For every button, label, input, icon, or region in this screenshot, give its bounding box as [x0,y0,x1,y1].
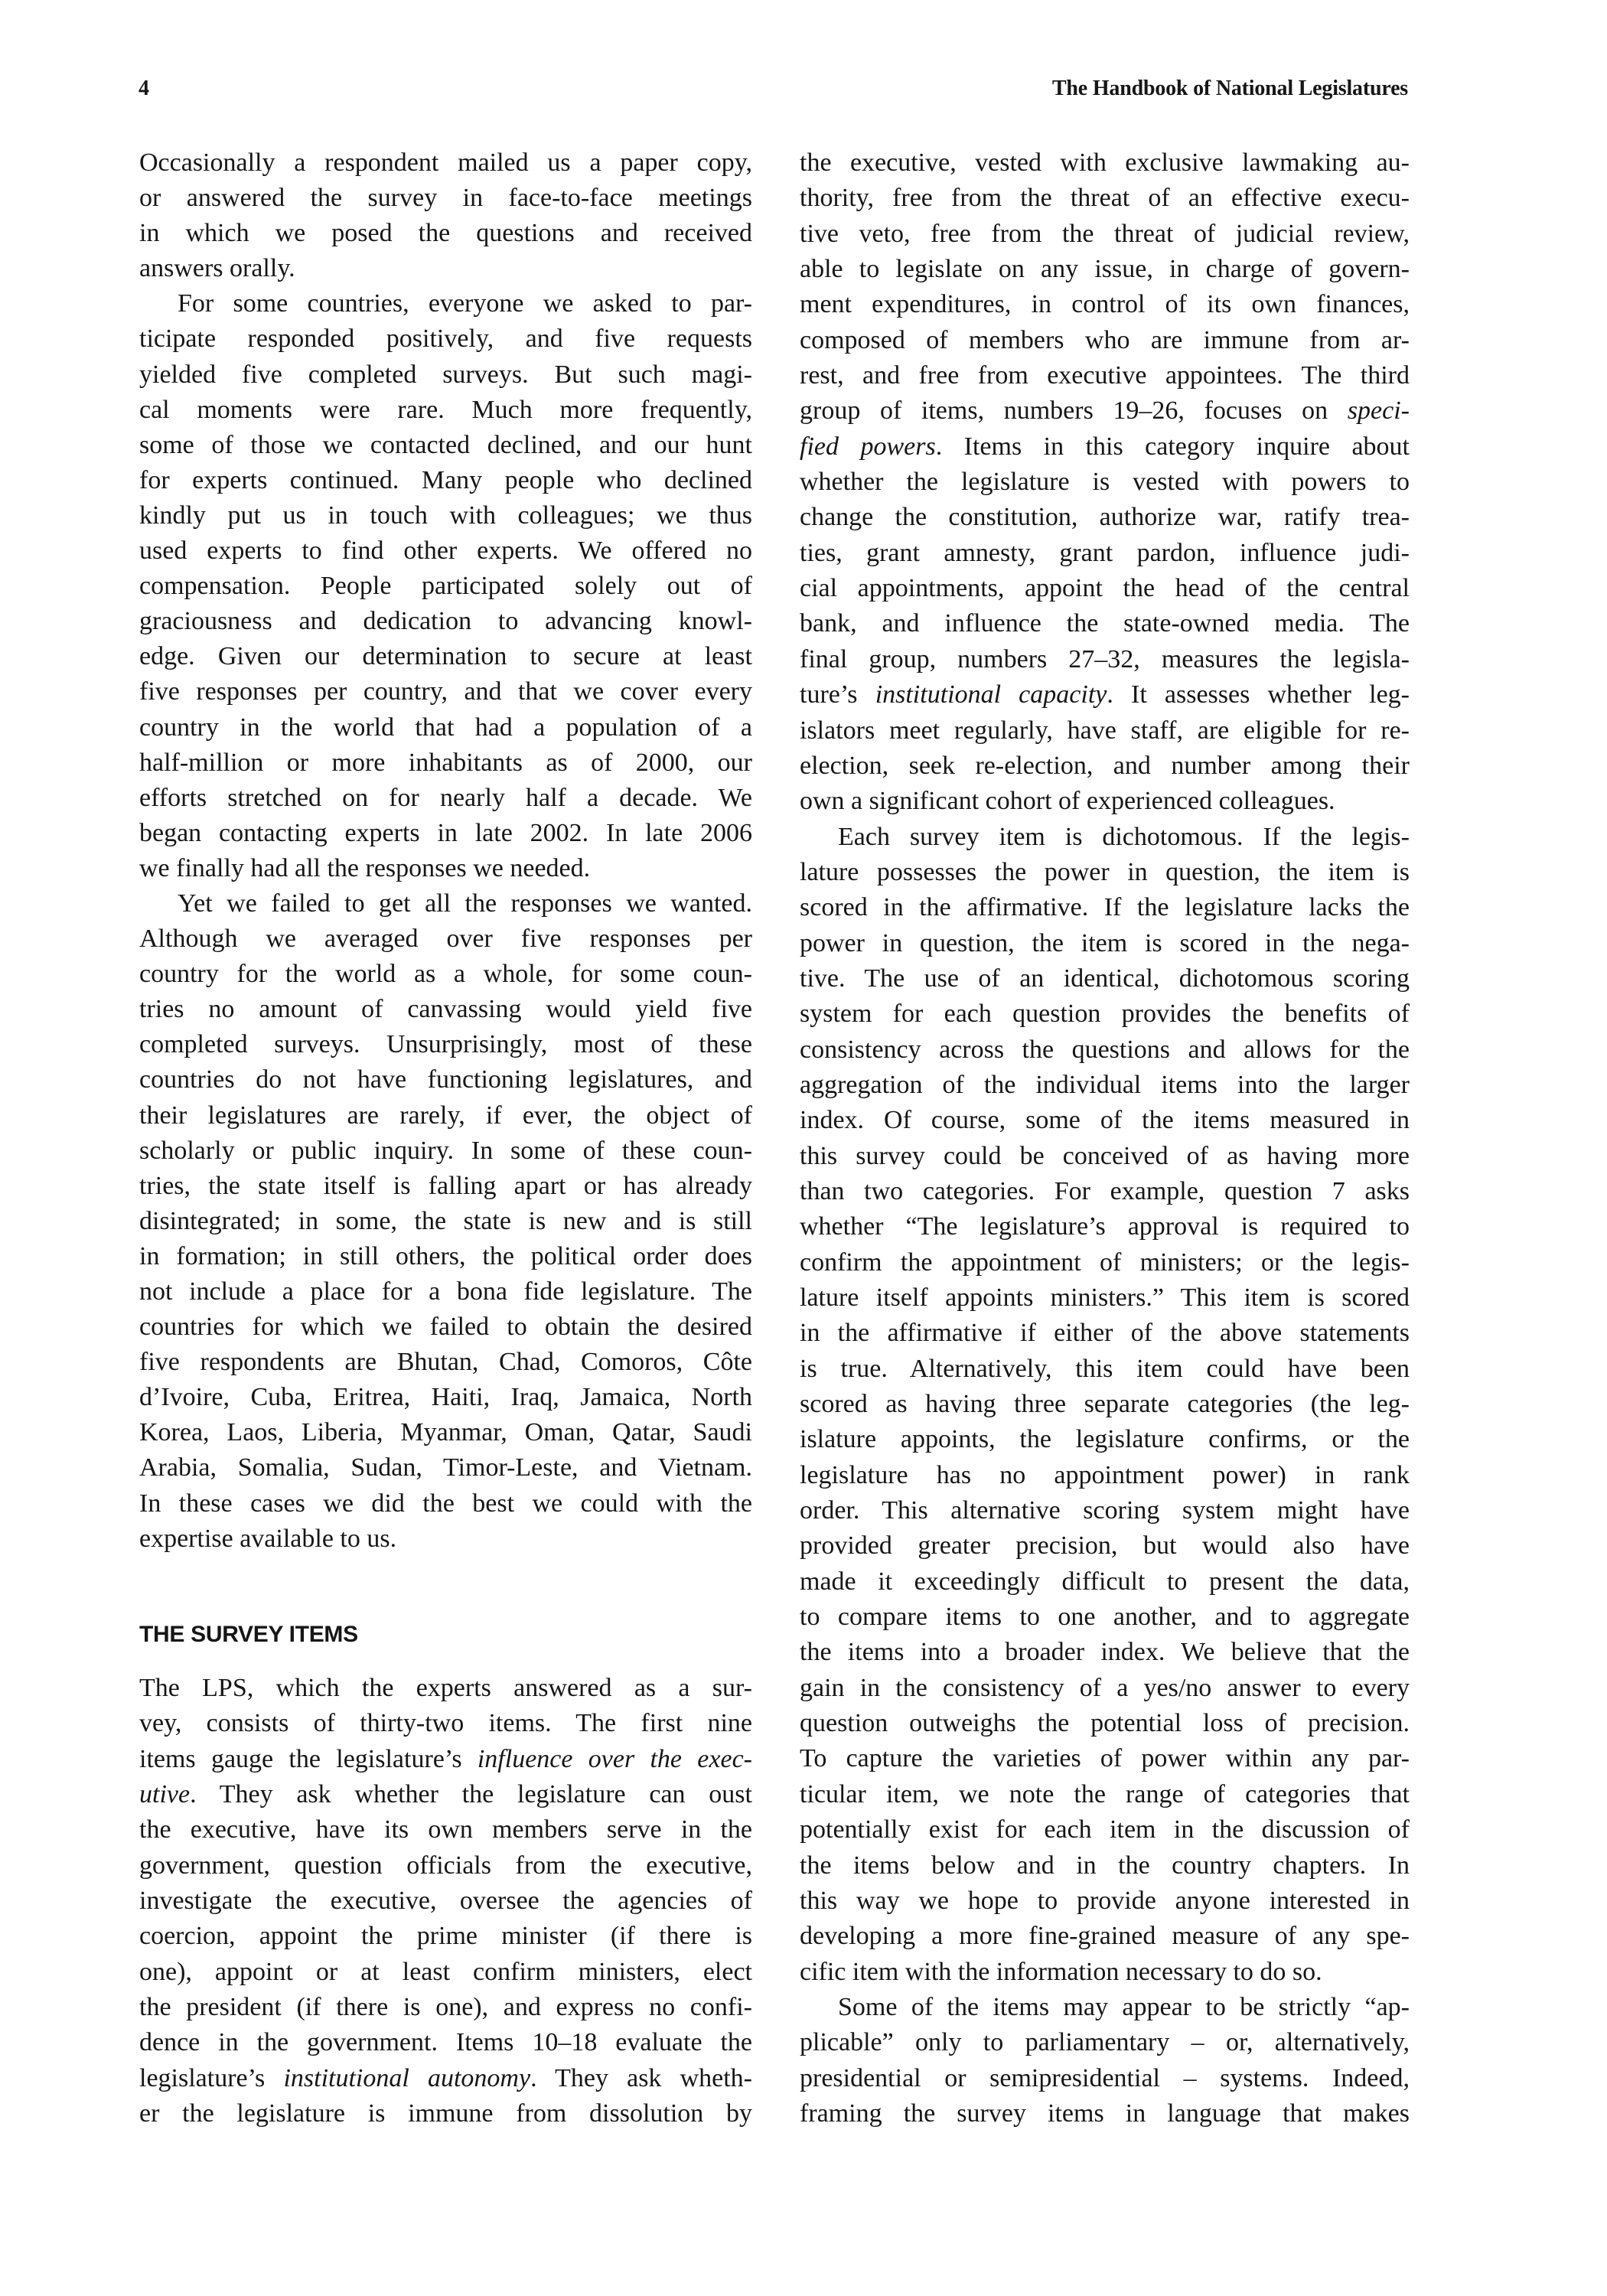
text-line: whether “The legislature’s approval is required to [800,1212,1410,1241]
text-line: lature possesses the power in question, the item is [800,857,1410,886]
text-line: election, seek re-election, and number among their [800,751,1410,780]
text-line: half-million or more inhabitants as of 2000, our [139,748,752,777]
text-line: ment expenditures, in control of its own finances, [800,290,1410,319]
text-line: cal moments were rare. Much more frequently, [139,395,752,424]
text-line: consistency across the questions and allows for the [800,1035,1410,1064]
italic-term: institutional capacity [875,680,1107,709]
text-line: Each survey item is dichotomous. If the legis- [838,822,1410,851]
text-line: scored as having three separate categories (the leg- [800,1390,1410,1419]
text-line: lature itself appoints ministers.” This item is scored [800,1283,1410,1312]
text-line: country for the world as a whole, for some coun- [139,960,752,989]
text-line: legislature has no appointment power) in rank [800,1460,1410,1489]
text-line: or answered the survey in face-to-face meetings [139,184,752,213]
text-line: in formation; in still others, the political order does [139,1241,752,1270]
text-line: confirm the appointment of ministers; or the legis- [800,1247,1410,1277]
text-line: bank, and influence the state-owned media. The [800,609,1410,638]
text-segment: legislature’s [139,2063,284,2092]
text-line: change the constitution, authorize war, ratify trea- [800,503,1410,532]
italic-term: fied powers [800,432,936,461]
text-line: the executive, vested with exclusive lawmaking au- [800,148,1410,177]
text-line: developing a more fine-grained measure of any spe- [800,1922,1410,1951]
text-line: kindly put us in touch with colleagues; we thus [139,501,752,530]
text-line: system for each question provides the benefits of [800,1000,1410,1029]
text-segment: ture’s [800,680,875,709]
text-segment: . They ask wheth- [530,2063,753,2092]
text-line: order. This alternative scoring system might have [800,1496,1410,1525]
text-line: whether the legislature is vested with powers to [800,468,1410,497]
text-line: countries for which we failed to obtain the desired [139,1313,752,1342]
text-line: thority, free from the threat of an effective execu- [800,184,1410,213]
text-line: provided greater precision, but would also have [800,1531,1410,1561]
left-column-text [139,145,752,1557]
text-line: some of those we contacted declined, and our hunt [139,430,752,459]
text-line: made it exceedingly difficult to present the data, [800,1567,1410,1596]
text-line: for experts continued. Many people who declined [139,465,752,494]
text-line: five responses per country, and that we cover every [139,677,752,706]
text-line: aggregation of the individual items into the larger [800,1070,1410,1099]
text-line: the executive, have its own members serve in the [139,1815,752,1844]
text-line: efforts stretched on for nearly half a decade. We [139,783,752,812]
text-line: scored in the affirmative. If the legislature lacks the [800,893,1410,922]
text-line: final group, numbers 27–32, measures the legisla- [800,644,1410,673]
text-line: gain in the consistency of a yes/no answer to every [800,1673,1410,1702]
text-line: er the legislature is immune from dissolution by [139,2099,752,2128]
text-line: scholarly or public inquiry. In some of these coun- [139,1136,752,1165]
text-line: vey, consists of thirty-two items. The first nine [139,1709,752,1738]
text-line: index. Of course, some of the items measured in [800,1106,1410,1135]
text-line: tries, the state itself is falling apart or has already [139,1171,752,1200]
italic-term: influence over the exec- [477,1744,752,1773]
text-line: in the affirmative if either of the above statements [800,1319,1410,1348]
text-line: To capture the varieties of power within any par- [800,1744,1410,1773]
text-line: the president (if there is one), and express no confi- [139,1993,752,2022]
text-line: For some countries, everyone we asked to par- [178,289,752,318]
text-line: The LPS, which the experts answered as a sur- [139,1674,752,1702]
text-line: potentially exist for each item in the discussion of [800,1815,1410,1844]
text-segment: . Items in this category inquire about [935,432,1410,461]
italic-term: institutional autonomy [283,2063,531,2092]
text-line: countries do not have functioning legislatures, and [139,1065,752,1094]
text-line: their legislatures are rarely, if ever, the object of [139,1101,752,1130]
left-column-section-text [139,1671,752,2131]
text-line: disintegrated; in some, the state is new and is still [139,1206,752,1235]
text-line: cific item with the information necessary to do so. [800,1957,1322,1986]
text-line: than two categories. For example, question 7 asks [800,1176,1410,1205]
text-line [800,429,1410,465]
text-line: Although we averaged over five responses per [139,925,752,954]
text-line: composed of members who are immune from ar- [800,325,1410,354]
text-line: tive veto, free from the threat of judicial review, [800,219,1410,248]
page-number: 4 [139,77,149,100]
italic-term: speci- [1347,396,1410,426]
text-line: government, question officials from the executive, [139,1851,752,1880]
text-line: ticular item, we note the range of categories that [800,1779,1410,1808]
text-segment: . They ask whether the legislature can oust [190,1780,752,1809]
text-line: Arabia, Somalia, Sudan, Timor-Leste, and Vietnam. [139,1453,752,1482]
text-line: ties, grant amnesty, grant pardon, influence judi- [800,538,1410,567]
text-line: own a significant cohort of experienced colleagues. [800,787,1335,816]
text-line: graciousness and dedication to advancing knowl- [139,607,752,636]
text-line: answers orally. [139,254,295,283]
text-line: tries no amount of canvassing would yield five [139,995,752,1024]
text-line: in which we posed the questions and received [139,219,752,248]
text-line: this survey could be conceived of as having more [800,1141,1410,1170]
text-line: presidential or semipresidential – systems. Indeed, [800,2063,1410,2092]
text-line: Some of the items may appear to be strictly “ap- [838,1992,1410,2021]
text-segment: . It assesses whether leg- [1107,680,1410,709]
text-segment: group of items, numbers 19–26, focuses on [800,396,1348,426]
text-line: d’Ivoire, Cuba, Eritrea, Haiti, Iraq, Jamaica, North [139,1383,752,1412]
text-line: rest, and free from executive appointees. The third [800,361,1410,390]
text-line: plicable” only to parliamentary – or, alternatively, [800,2028,1410,2057]
text-segment: items gauge the legislature’s [139,1744,478,1773]
section-heading: THE SURVEY ITEMS [139,1622,358,1647]
running-head-title: The Handbook of National Legislatures [1051,77,1408,100]
text-line: Korea, Laos, Liberia, Myanmar, Oman, Qatar, Saudi [139,1418,752,1447]
text-line: the items into a broader index. We believe that the [800,1638,1410,1667]
text-line: is true. Alternatively, this item could have been [800,1354,1410,1383]
text-line: to compare items to one another, and to aggregate [800,1603,1410,1632]
text-line: one), appoint or at least confirm ministers, elect [139,1957,752,1986]
text-line: began contacting experts in late 2002. In late 2006 [139,818,752,847]
italic-term: utive [139,1780,191,1809]
text-line: framing the survey items in language that makes [800,2099,1410,2128]
text-line: we finally had all the responses we needed. [139,853,591,882]
text-line: compensation. People participated solely out of [139,572,752,601]
text-line: able to legislate on any issue, in charge of govern- [800,255,1410,284]
text-line: five respondents are Bhutan, Chad, Comoros, Côte [139,1348,752,1377]
text-line: this way we hope to provide anyone interested in [800,1886,1410,1915]
text-line: investigate the executive, oversee the agencies of [139,1887,752,1916]
text-line [139,2061,752,2096]
text-line: edge. Given our determination to secure at least [139,642,752,671]
text-line [800,393,1410,429]
text-line: islature appoints, the legislature confirms, or the [800,1425,1410,1454]
text-line: islators meet regularly, have staff, are eligible for re- [800,716,1410,745]
text-line: used experts to find other experts. We offered no [139,536,752,566]
text-line [139,1777,752,1812]
text-line: Yet we failed to get all the responses we wanted. [178,889,752,918]
text-line: tive. The use of an identical, dichotomous scoring [800,964,1410,993]
text-line [139,1742,752,1777]
text-line: completed surveys. Unsurprisingly, most of these [139,1030,752,1059]
text-line: cial appointments, appoint the head of the central [800,574,1410,603]
text-line: power in question, the item is scored in the nega- [800,928,1410,957]
text-line: ticipate responded positively, and five requests [139,325,752,354]
text-line: yielded five completed surveys. But such magi- [139,360,752,389]
text-line: the items below and in the country chapters. In [800,1851,1410,1880]
text-line: expertise available to us. [139,1524,397,1553]
text-line: dence in the government. Items 10–18 evaluate the [139,2028,752,2057]
text-line: not include a place for a bona fide legislature. The [139,1277,752,1306]
text-line: Occasionally a respondent mailed us a paper copy, [139,148,752,177]
text-line: coercion, appoint the prime minister (if there is [139,1922,752,1951]
text-line [800,677,1410,713]
text-line: country in the world that had a population of a [139,713,752,742]
text-line: question outweighs the potential loss of precision. [800,1709,1410,1738]
text-line: In these cases we did the best we could with the [139,1489,752,1518]
right-column-text [800,145,1410,2131]
